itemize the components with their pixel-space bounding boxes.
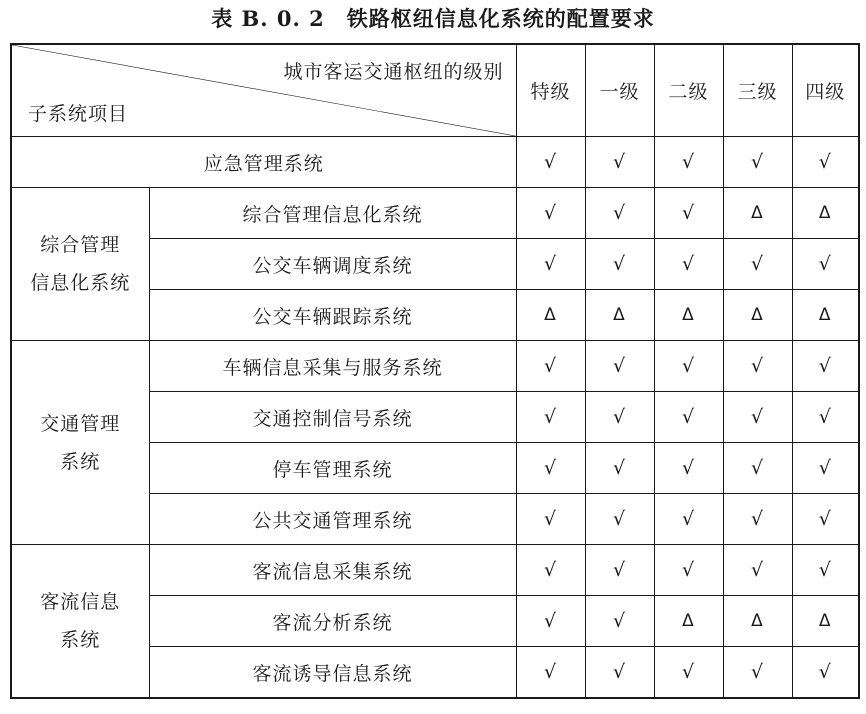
check-mark: √ xyxy=(654,392,723,443)
system-name-cell: 交通控制信号系统 xyxy=(149,392,516,443)
check-mark: √ xyxy=(654,341,723,392)
subsystem-axis-label: 子系统项目 xyxy=(28,103,129,125)
check-mark: √ xyxy=(723,239,792,290)
group-name-cell: 综合管理 信息化系统 xyxy=(11,188,149,341)
check-mark: √ xyxy=(516,545,585,596)
partial-mark: Δ xyxy=(723,596,792,647)
level-header-4: 四级 xyxy=(792,44,859,137)
check-mark: √ xyxy=(516,392,585,443)
check-mark: √ xyxy=(516,443,585,494)
check-mark: √ xyxy=(516,647,585,699)
partial-mark: Δ xyxy=(723,290,792,341)
check-mark: √ xyxy=(585,188,654,239)
config-table xyxy=(10,43,860,699)
system-name-cell: 停车管理系统 xyxy=(149,443,516,494)
table-row xyxy=(11,137,859,188)
check-mark: √ xyxy=(723,392,792,443)
check-mark: √ xyxy=(654,545,723,596)
check-mark: √ xyxy=(654,188,723,239)
check-mark: √ xyxy=(516,188,585,239)
check-mark: √ xyxy=(654,494,723,545)
check-mark: √ xyxy=(516,341,585,392)
check-mark: √ xyxy=(516,239,585,290)
check-mark: √ xyxy=(585,545,654,596)
check-mark: √ xyxy=(723,647,792,699)
level-header-3: 三级 xyxy=(723,44,792,137)
system-name-cell: 公交车辆调度系统 xyxy=(149,239,516,290)
check-mark: √ xyxy=(792,494,859,545)
partial-mark: Δ xyxy=(792,188,859,239)
check-mark: √ xyxy=(723,341,792,392)
system-name-cell: 应急管理系统 xyxy=(11,137,516,188)
system-name-cell: 公共交通管理系统 xyxy=(149,494,516,545)
group-name-cell: 交通管理 系统 xyxy=(11,341,149,545)
check-mark: √ xyxy=(516,494,585,545)
partial-mark: Δ xyxy=(723,188,792,239)
check-mark: √ xyxy=(516,137,585,188)
check-mark: √ xyxy=(585,647,654,699)
group-name-cell: 客流信息 系统 xyxy=(11,545,149,699)
level-header-1: 一级 xyxy=(585,44,654,137)
partial-mark: Δ xyxy=(792,290,859,341)
system-name-cell: 公交车辆跟踪系统 xyxy=(149,290,516,341)
system-name-cell: 综合管理信息化系统 xyxy=(149,188,516,239)
partial-mark: Δ xyxy=(654,290,723,341)
check-mark: √ xyxy=(723,443,792,494)
check-mark: √ xyxy=(792,341,859,392)
table-caption xyxy=(0,2,866,36)
check-mark: √ xyxy=(792,239,859,290)
check-mark: √ xyxy=(585,596,654,647)
system-name-cell: 车辆信息采集与服务系统 xyxy=(149,341,516,392)
partial-mark: Δ xyxy=(585,290,654,341)
table-row xyxy=(11,545,859,596)
check-mark: √ xyxy=(792,392,859,443)
check-mark: √ xyxy=(723,137,792,188)
check-mark: √ xyxy=(585,239,654,290)
check-mark: √ xyxy=(585,341,654,392)
diagonal-header-cell xyxy=(11,44,516,137)
check-mark: √ xyxy=(585,392,654,443)
check-mark: √ xyxy=(654,647,723,699)
check-mark: √ xyxy=(792,545,859,596)
partial-mark: Δ xyxy=(516,290,585,341)
check-mark: √ xyxy=(792,137,859,188)
check-mark: √ xyxy=(723,545,792,596)
check-mark: √ xyxy=(585,443,654,494)
check-mark: √ xyxy=(585,494,654,545)
level-axis-label: 城市客运交通枢纽的级别 xyxy=(283,61,504,83)
table-title: 铁路枢纽信息化系统的配置要求 xyxy=(346,6,655,31)
check-mark: √ xyxy=(792,443,859,494)
table-row xyxy=(11,341,859,392)
check-mark: √ xyxy=(516,596,585,647)
check-mark: √ xyxy=(792,647,859,699)
check-mark: √ xyxy=(654,443,723,494)
level-header-2: 二级 xyxy=(654,44,723,137)
check-mark: √ xyxy=(654,137,723,188)
system-name-cell: 客流分析系统 xyxy=(149,596,516,647)
table-number: 表 B. 0. 2 xyxy=(211,6,325,31)
check-mark: √ xyxy=(723,494,792,545)
table-row xyxy=(11,188,859,239)
system-name-cell: 客流诱导信息系统 xyxy=(149,647,516,699)
header-row xyxy=(11,44,859,137)
level-header-special: 特级 xyxy=(516,44,585,137)
system-name-cell: 客流信息采集系统 xyxy=(149,545,516,596)
partial-mark: Δ xyxy=(654,596,723,647)
partial-mark: Δ xyxy=(792,596,859,647)
check-mark: √ xyxy=(654,239,723,290)
check-mark: √ xyxy=(585,137,654,188)
